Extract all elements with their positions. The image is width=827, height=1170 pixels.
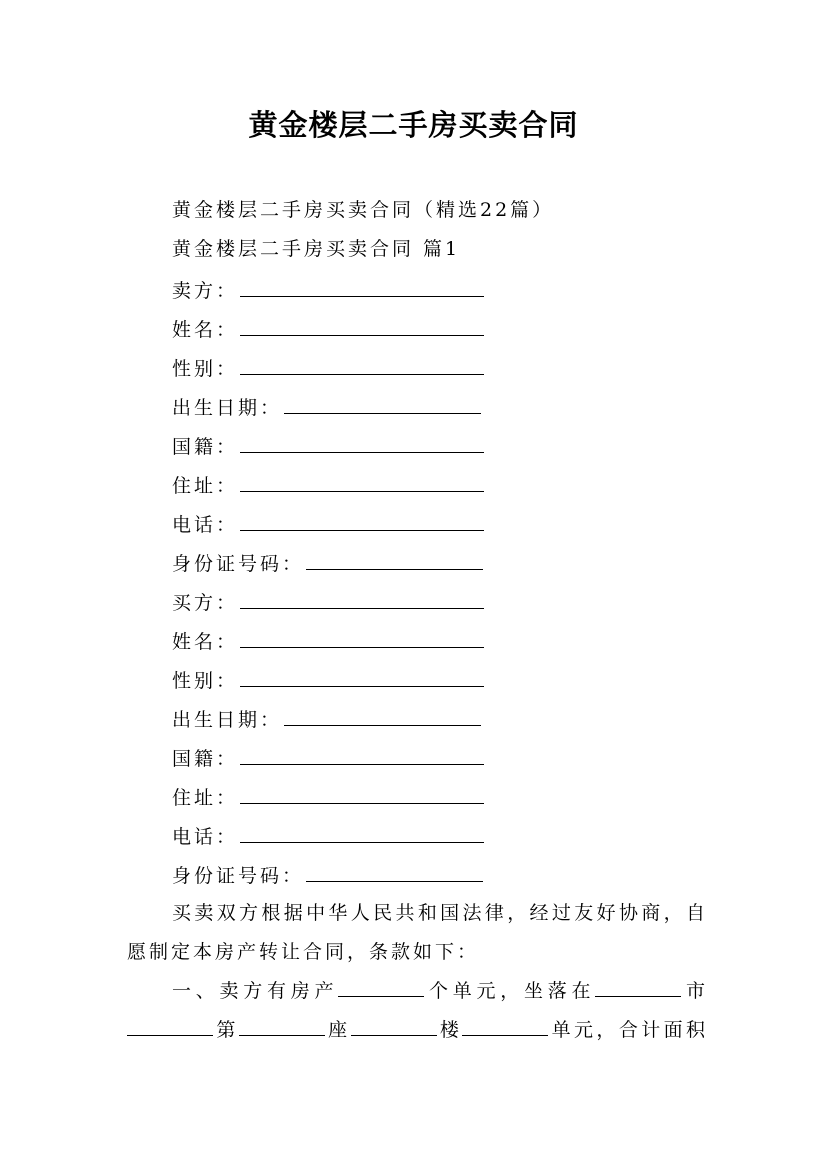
seller-birthdate-row (172, 393, 481, 420)
seller-address-row (172, 471, 484, 498)
buyer-id-blank[interactable] (306, 861, 483, 882)
buyer-gender-label: 性别： (172, 670, 239, 692)
clause-1-city-blank[interactable] (127, 1015, 213, 1036)
seller-birthdate-blank[interactable] (284, 393, 481, 414)
clause-1-text-c: 市 (681, 980, 705, 1002)
buyer-birthdate-label: 出生日期： (172, 709, 283, 731)
buyer-id-label: 身份证号码： (172, 865, 305, 887)
clause-1-district-blank[interactable] (239, 1015, 325, 1036)
intro-paragraph (127, 894, 705, 972)
clause-1-line-2 (127, 1011, 705, 1050)
buyer-address-row (172, 783, 484, 810)
seller-name-blank[interactable] (240, 315, 484, 336)
intro-line-1: 买卖双方根据中华人民共和国法律，经过友好协商，自 (172, 902, 705, 924)
buyer-phone-blank[interactable] (240, 822, 484, 843)
clause-1-text-d: 第 (213, 1019, 239, 1041)
seller-address-label: 住址： (172, 475, 239, 497)
buyer-id-row (172, 861, 483, 888)
buyer-address-label: 住址： (172, 787, 239, 809)
buyer-birthdate-row (172, 705, 481, 732)
seller-id-row (172, 549, 483, 576)
buyer-gender-blank[interactable] (240, 666, 484, 687)
seller-name-row (172, 315, 484, 342)
seller-phone-row (172, 510, 484, 537)
seller-label: 卖方： (172, 280, 239, 302)
clause-1-text-a: 一、卖方有房产 (172, 980, 339, 1002)
buyer-name-label: 姓名： (172, 631, 239, 653)
seller-phone-blank[interactable] (240, 510, 484, 531)
buyer-birthdate-blank[interactable] (284, 705, 481, 726)
clause-1-text-f: 楼 (436, 1019, 463, 1041)
buyer-name-row (172, 627, 484, 654)
intro-line-2: 愿制定本房产转让合同，条款如下： (127, 941, 480, 963)
clause-1 (127, 972, 705, 1050)
document-title: 黄金楼层二手房买卖合同 (248, 108, 579, 142)
buyer-nationality-blank[interactable] (240, 744, 484, 765)
seller-row (172, 276, 484, 303)
clause-1-text-g: 单元，合计面积 (548, 1019, 705, 1041)
seller-nationality-row (172, 432, 484, 459)
seller-nationality-blank[interactable] (240, 432, 484, 453)
buyer-phone-row (172, 822, 484, 849)
buyer-name-blank[interactable] (240, 627, 484, 648)
seller-phone-label: 电话： (172, 514, 239, 536)
buyer-blank[interactable] (240, 588, 484, 609)
seller-gender-label: 性别： (172, 358, 239, 380)
seller-blank[interactable] (240, 276, 484, 297)
seller-gender-blank[interactable] (240, 354, 484, 375)
clause-1-line-1 (127, 972, 705, 1011)
chapter-heading: 黄金楼层二手房买卖合同 篇1 (172, 238, 461, 260)
seller-gender-row (172, 354, 484, 381)
buyer-phone-label: 电话： (172, 826, 239, 848)
seller-birthdate-label: 出生日期： (172, 397, 283, 419)
buyer-nationality-row (172, 744, 484, 771)
seller-id-blank[interactable] (306, 549, 483, 570)
buyer-label: 买方： (172, 592, 239, 614)
seller-nationality-label: 国籍： (172, 436, 239, 458)
seller-name-label: 姓名： (172, 319, 239, 341)
clause-1-text-e: 座 (324, 1019, 351, 1041)
clause-1-floor-blank[interactable] (462, 1015, 548, 1036)
seller-address-blank[interactable] (240, 471, 484, 492)
buyer-nationality-label: 国籍： (172, 748, 239, 770)
document-subtitle: 黄金楼层二手房买卖合同（精选22篇） (172, 199, 555, 221)
clause-1-units-blank[interactable] (338, 976, 424, 997)
clause-1-text-b: 个单元，坐落在 (424, 980, 596, 1002)
clause-1-block-blank[interactable] (351, 1015, 437, 1036)
buyer-row (172, 588, 484, 615)
seller-id-label: 身份证号码： (172, 553, 305, 575)
buyer-gender-row (172, 666, 484, 693)
clause-1-location-blank[interactable] (595, 976, 681, 997)
buyer-address-blank[interactable] (240, 783, 484, 804)
